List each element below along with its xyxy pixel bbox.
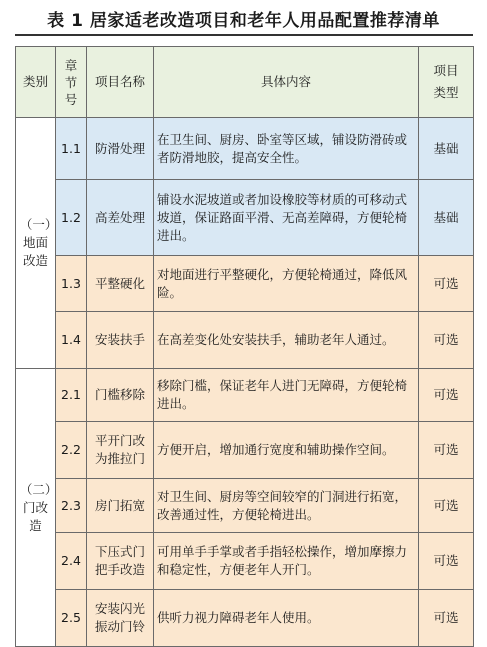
row-content: 在高差变化处安装扶手，辅助老年人通过。 bbox=[154, 312, 419, 369]
header-content: 具体内容 bbox=[154, 47, 419, 118]
table-row bbox=[16, 479, 474, 533]
category-cell-floor: （一）地面改造 bbox=[16, 118, 56, 369]
recommendation-table bbox=[15, 46, 474, 647]
row-number: 2.5 bbox=[56, 590, 87, 647]
row-content: 在卫生间、厨房、卧室等区域，铺设防滑砖或者防滑地胶，提高安全性。 bbox=[154, 118, 419, 180]
row-type: 可选 bbox=[419, 369, 474, 422]
row-name: 安装闪光振动门铃 bbox=[87, 590, 154, 647]
row-number: 2.1 bbox=[56, 369, 87, 422]
table-row bbox=[16, 422, 474, 479]
header-category: 类别 bbox=[16, 47, 56, 118]
row-number: 1.1 bbox=[56, 118, 87, 180]
row-content: 对地面进行平整硬化，方便轮椅通过，降低风险。 bbox=[154, 256, 419, 312]
row-name: 房门拓宽 bbox=[87, 479, 154, 533]
table-row bbox=[16, 118, 474, 180]
row-type: 可选 bbox=[419, 533, 474, 590]
header-row bbox=[16, 47, 474, 118]
row-number: 1.3 bbox=[56, 256, 87, 312]
row-content: 供听力视力障碍老年人使用。 bbox=[154, 590, 419, 647]
row-type: 可选 bbox=[419, 256, 474, 312]
row-type: 可选 bbox=[419, 590, 474, 647]
row-name: 高差处理 bbox=[87, 180, 154, 256]
category-cell-door: （二）门改造 bbox=[16, 369, 56, 647]
row-name: 平整硬化 bbox=[87, 256, 154, 312]
row-name: 平开门改为推拉门 bbox=[87, 422, 154, 479]
header-name: 项目名称 bbox=[87, 47, 154, 118]
row-number: 2.2 bbox=[56, 422, 87, 479]
table-row bbox=[16, 369, 474, 422]
row-content: 铺设水泥坡道或者加设橡胶等材质的可移动式坡道，保证路面平滑、无高差障碍，方便轮椅进出。 bbox=[154, 180, 419, 256]
row-content: 对卫生间、厨房等空间较窄的门洞进行拓宽，改善通过性，方便轮椅进出。 bbox=[154, 479, 419, 533]
row-type: 可选 bbox=[419, 312, 474, 369]
row-name: 防滑处理 bbox=[87, 118, 154, 180]
row-type: 基础 bbox=[419, 118, 474, 180]
row-type: 可选 bbox=[419, 422, 474, 479]
row-type: 基础 bbox=[419, 180, 474, 256]
table-row bbox=[16, 256, 474, 312]
row-number: 1.2 bbox=[56, 180, 87, 256]
row-name: 下压式门把手改造 bbox=[87, 533, 154, 590]
top-rule bbox=[15, 34, 473, 36]
table-title: 表 1 居家适老改造项目和老年人用品配置推荐清单 bbox=[47, 11, 440, 31]
table-row bbox=[16, 590, 474, 647]
row-name: 安装扶手 bbox=[87, 312, 154, 369]
table-row bbox=[16, 533, 474, 590]
row-number: 2.3 bbox=[56, 479, 87, 533]
table-row bbox=[16, 180, 474, 256]
header-section: 章节号 bbox=[56, 47, 87, 118]
row-number: 1.4 bbox=[56, 312, 87, 369]
row-content: 方便开启，增加通行宽度和辅助操作空间。 bbox=[154, 422, 419, 479]
row-number: 2.4 bbox=[56, 533, 87, 590]
row-type: 可选 bbox=[419, 479, 474, 533]
header-type: 项目类型 bbox=[419, 47, 474, 118]
row-content: 移除门槛，保证老年人进门无障碍，方便轮椅进出。 bbox=[154, 369, 419, 422]
row-name: 门槛移除 bbox=[87, 369, 154, 422]
row-content: 可用单手手掌或者手指轻松操作，增加摩擦力和稳定性，方便老年人开门。 bbox=[154, 533, 419, 590]
table-row bbox=[16, 312, 474, 369]
